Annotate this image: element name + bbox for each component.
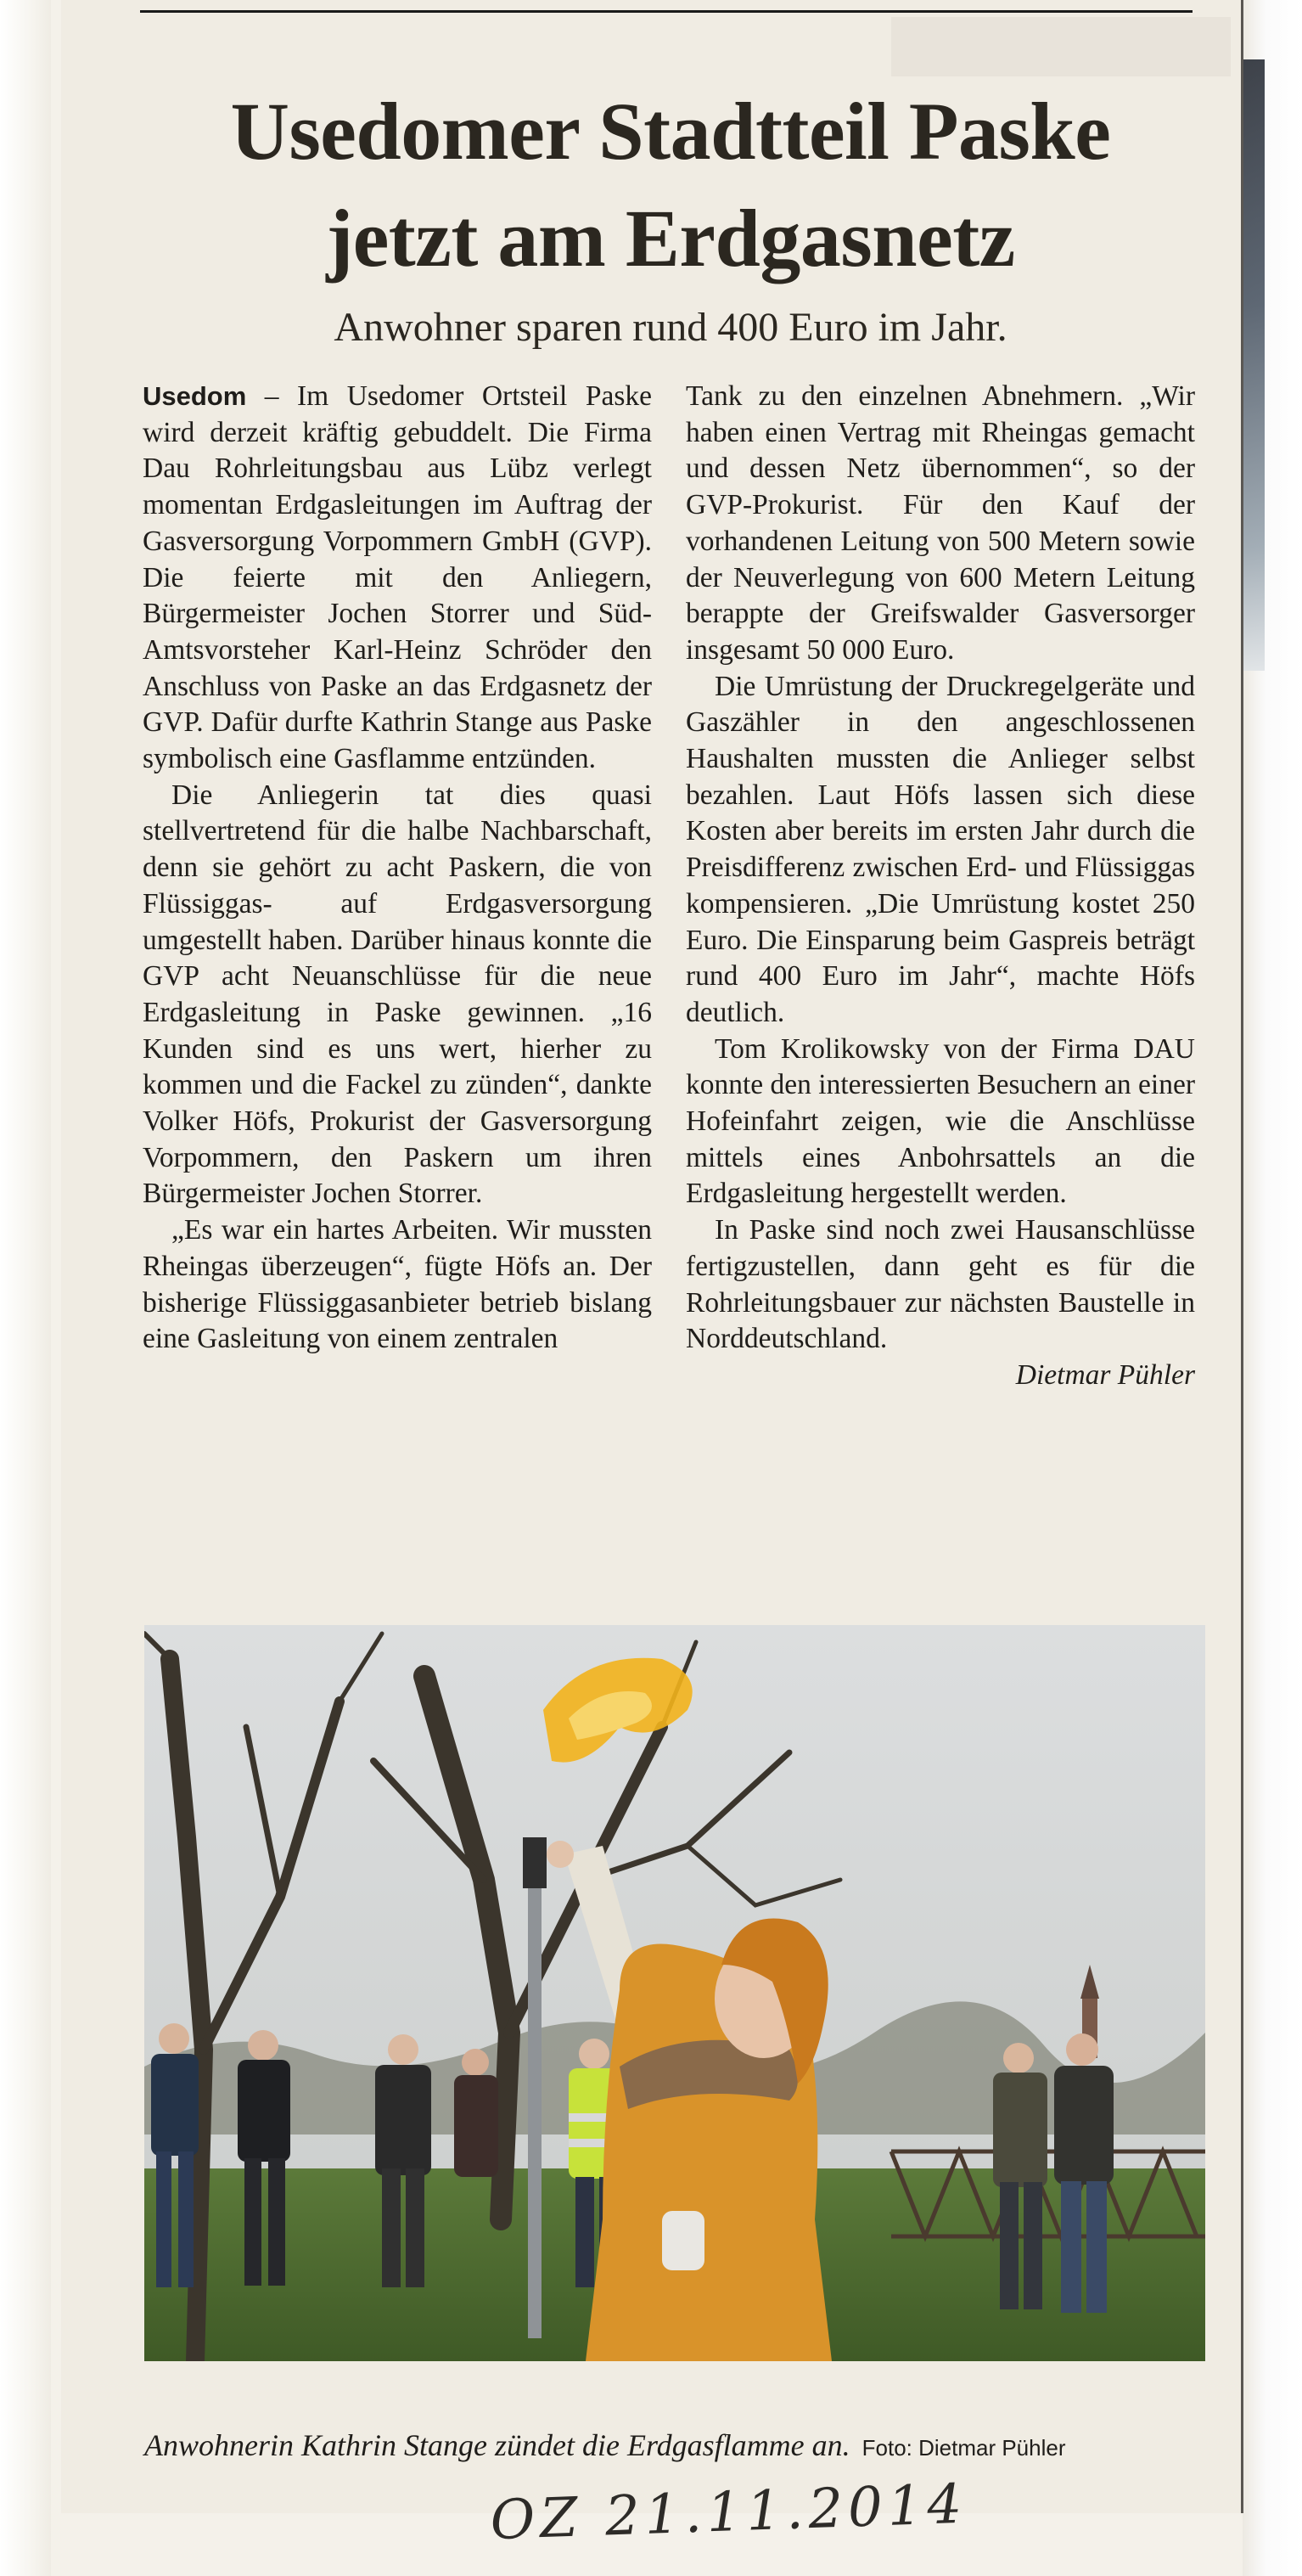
top-rule — [140, 10, 1193, 13]
author: Dietmar Pühler — [1015, 1359, 1195, 1391]
subheadline: Anwohner sparen rund 400 Euro im Jahr. — [334, 305, 1007, 350]
gas-pipe — [528, 1837, 542, 2338]
headline-line-2: jetzt am Erdgasnetz — [326, 193, 1015, 284]
paragraph: Die Umrüstung der Druckregelgeräte und Gaszähler in den angeschlossenen Haushalten mussten die Anlieger selbst bezahlen. Laut Höfs lassen sich diese Kosten aber bereits im ersten Jahr durch die Preisdifferenz zwischen Erd- und Flüssiggas kompensieren. „Die Umrüstung kostet 250 Euro. Die Einsparung beim Gaspreis beträgt rund 400 Euro im Jahr“, machte Höfs deutlich. — [686, 670, 1195, 1028]
dateline: Usedom — [143, 381, 247, 411]
photo-illustration — [144, 1625, 1205, 2361]
headline — [102, 78, 1239, 292]
article-column-right — [686, 379, 1195, 1394]
paragraph — [143, 379, 652, 778]
paragraph-text: – Im Usedomer Ortsteil Paske wird derzeit kräftig gebuddelt. Die Firma Dau Rohrleitungsbau aus Lübz verlegt momentan Erdgasleitungen im Auftrag der Gasversorgung Vorpommern GmbH (GVP). Die feierte mit den Anliegern, Bürgermeister Jochen Storrer und Süd-Amtsvorsteher Karl-Heinz Schröder den Anschluss von Paske an das Erdgasnetz der GVP. Dafür durfte Kathrin Stange aus Paske symbolisch eine Gasflamme entzünden. — [143, 380, 652, 775]
paragraph: In Paske sind noch zwei Hausanschlüsse fertigzustellen, dann geht es für die Rohrleitungsbauer zur nächsten Baustelle in Norddeutschland. — [686, 1214, 1195, 1355]
adjacent-clipping-strip — [1241, 59, 1265, 671]
handwritten-source-date: OZ 21.11.2014 — [489, 2472, 968, 2553]
headline-line-1: Usedomer Stadtteil Paske — [230, 86, 1111, 177]
paragraph: Tank zu den einzelnen Abnehmern. „Wir haben einen Vertrag mit Rheingas gemacht und dessen Netz übernommen“, so der GVP-Prokurist. Für den Kauf der vorhandenen Leitung von 500 Metern sowie der Neuverlegung von 600 Metern Leitung berappte der Greifswalder Gasversorger insgesamt 50 000 Euro. — [686, 380, 1195, 666]
paragraph: Die Anliegerin tat dies quasi stellvertretend für die halbe Nachbarschaft, denn sie gehört zu acht Paskern, die von Flüssiggas- auf Erdgasversorgung umgestellt haben. Darüber hinaus konnte die GVP acht Neuanschlüsse für die neue Erdgasleitung in Paske gewinnen. „16 Kunden sind es uns wert, hierher zu kommen und die Fackel zu zünden“, dankte Volker Höfs, Prokurist der Gasversorgung Vorpommern, den Paskern um ihren Bürgermeister Jochen Storrer. — [143, 779, 652, 1210]
photo-credit: Foto: Dietmar Pühler — [861, 2435, 1066, 2461]
author-line — [686, 1358, 1195, 1394]
article-photo — [144, 1625, 1205, 2361]
paragraph: „Es war ein hartes Arbeiten. Wir mussten Rheingas überzeugen“, fügte Höfs an. Der bisherige Flüssiggasanbieter betrieb bislang eine Gasleitung von einem zentralen — [143, 1214, 652, 1355]
scan-background-left — [0, 0, 51, 2576]
torch-head — [523, 1837, 547, 1888]
paragraph: Tom Krolikowsky von der Firma DAU konnte den interessierten Besuchern an einer Hofeinfahrt zeigen, wie die Anschlüsse mittels eines Anbohrsattels an die Erdgasleitung hergestellt werden. — [686, 1032, 1195, 1210]
photo-caption — [144, 2427, 1205, 2466]
article-column-left — [143, 379, 652, 1358]
caption-text: Anwohnerin Kathrin Stange zündet die Erdgasflamme an. — [144, 2428, 850, 2462]
